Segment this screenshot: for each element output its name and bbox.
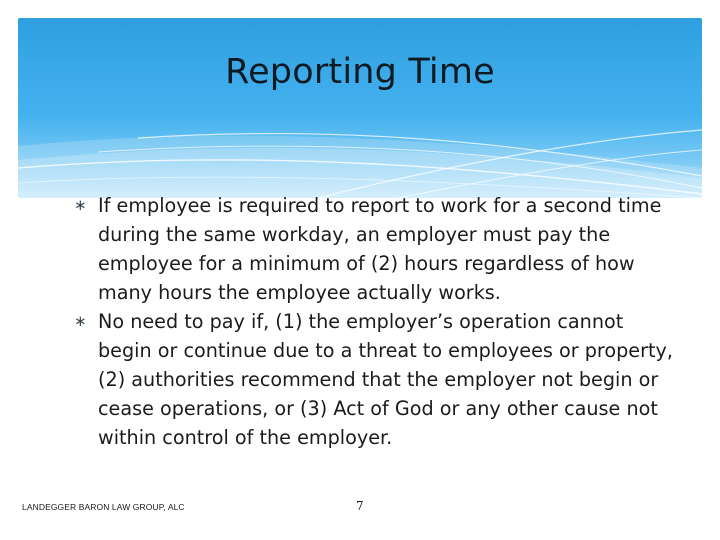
- bullet-item-reporting-second-time: [74, 191, 674, 307]
- bullet-text: No need to pay if, (1) the employer’s operation cannot begin or continue due to a threat to employees or property, (2) authorities recommend that the employer not begin or cease operations, or (3) Act of God or any other cause not within control of the employer.: [98, 310, 673, 449]
- footer-firm-name: LANDEGGER BARON LAW GROUP, ALC: [22, 502, 185, 512]
- bullet-text: If employee is required to report to work for a second time during the same workday, an employer must pay the employee for a minimum of (2) hours regardless of how many hours the employee actually works.: [98, 194, 662, 304]
- header-band: [18, 18, 702, 198]
- page-number: 7: [356, 499, 364, 513]
- asterisk-bullet-icon: ∗: [74, 312, 87, 330]
- slide-title: Reporting Time: [225, 52, 495, 92]
- bullet-item-exceptions: [74, 307, 674, 452]
- bullet-list: [74, 191, 674, 452]
- decorative-wave-lines: [18, 18, 702, 198]
- asterisk-bullet-icon: ∗: [74, 196, 87, 214]
